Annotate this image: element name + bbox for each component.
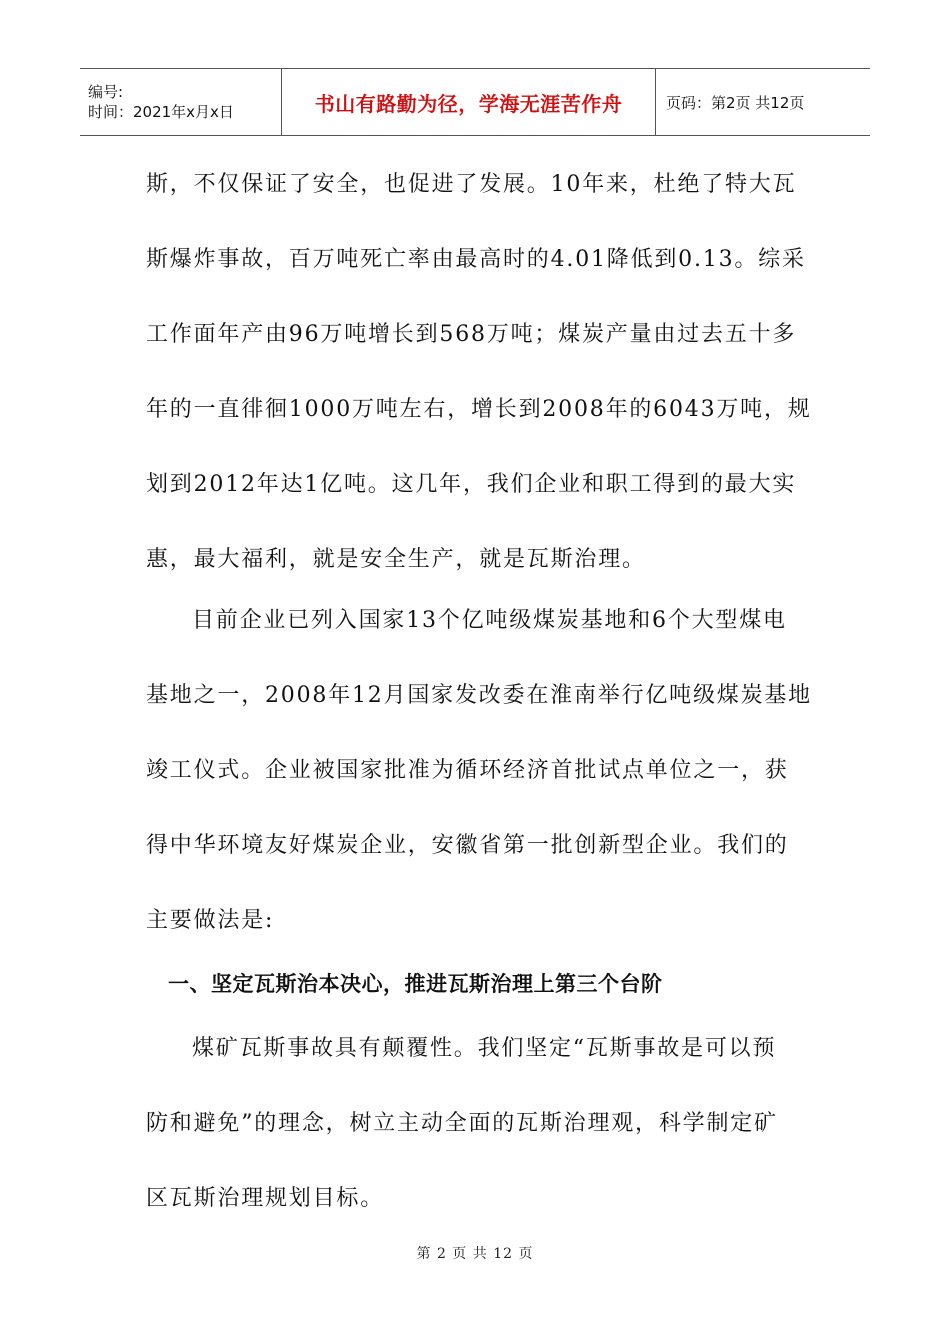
header-motto bbox=[282, 69, 656, 135]
header-page-info bbox=[656, 69, 870, 135]
page-header bbox=[80, 68, 870, 136]
body-line: 斯，不仅保证了安全，也促进了发展。10年来，杜绝了特大瓦 bbox=[146, 172, 797, 197]
date-line: 时间：2021年x月x日 bbox=[88, 103, 234, 121]
body-line: 煤矿瓦斯事故具有颠覆性。我们坚定“瓦斯事故是可以预 bbox=[192, 1036, 777, 1061]
body-line: 区瓦斯治理规划目标。 bbox=[146, 1186, 385, 1211]
body-line: 竣工仪式。企业被国家批准为循环经济首批试点单位之一，获 bbox=[146, 758, 789, 783]
body-line: 主要做法是: bbox=[146, 908, 275, 933]
body-line: 得中华环境友好煤炭企业，安徽省第一批创新型企业。我们的 bbox=[146, 833, 789, 858]
page-footer: 第 2 页 共 12 页 bbox=[416, 1246, 534, 1262]
number-label: 编号: bbox=[88, 83, 124, 101]
motto-text: 书山有路勤为径，学海无涯苦作舟 bbox=[314, 91, 623, 116]
body-line: 年的一直徘徊1000万吨左右，增长到2008年的6043万吨，规 bbox=[146, 397, 812, 422]
header-meta bbox=[80, 69, 282, 135]
body-line: 划到2012年达1亿吨。这几年，我们企业和职工得到的最大实 bbox=[146, 472, 797, 497]
body-line: 惠，最大福利，就是安全生产，就是瓦斯治理。 bbox=[146, 547, 646, 572]
page-info-text: 页码：第2页 共12页 bbox=[666, 93, 805, 112]
body-line: 目前企业已列入国家13个亿吨级煤炭基地和6个大型煤电 bbox=[192, 608, 787, 633]
section-heading: 一、坚定瓦斯治本决心，推进瓦斯治理上第三个台阶 bbox=[168, 972, 663, 996]
body-line: 斯爆炸事故，百万吨死亡率由最高时的4.01降低到0.13。综采 bbox=[146, 247, 806, 272]
body-line: 基地之一，2008年12月国家发改委在淮南举行亿吨级煤炭基地 bbox=[146, 683, 812, 708]
body-line: 工作面年产由96万吨增长到568万吨；煤炭产量由过去五十多 bbox=[146, 322, 797, 347]
body-line: 防和避免”的理念，树立主动全面的瓦斯治理观，科学制定矿 bbox=[146, 1111, 778, 1136]
